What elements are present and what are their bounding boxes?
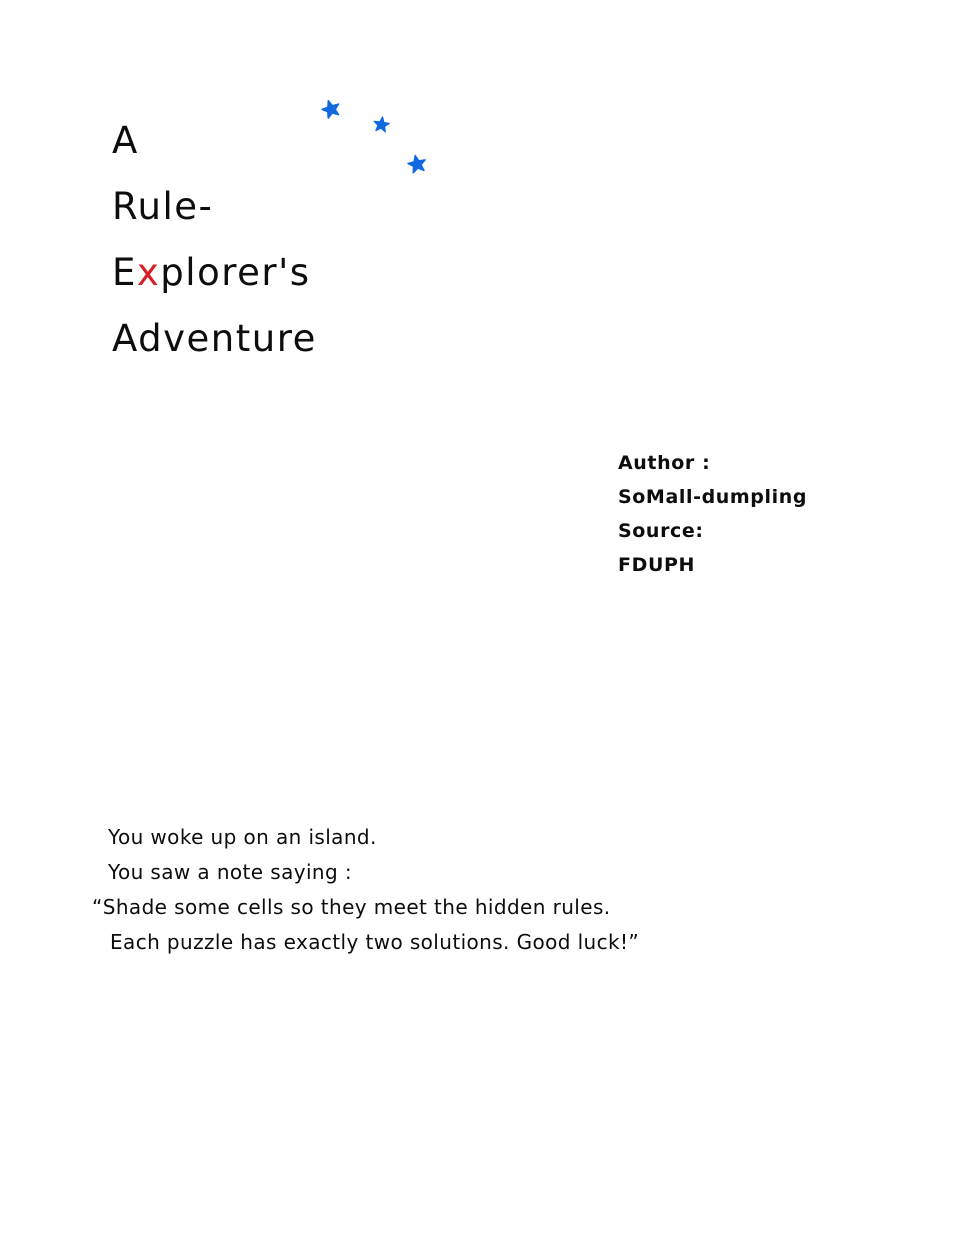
author-label: Author : bbox=[618, 452, 711, 474]
note-line-3: “Shade some cells so they meet the hidden rules. bbox=[92, 895, 611, 919]
title-line-3 bbox=[112, 240, 532, 306]
title-line-1-text: A bbox=[112, 119, 139, 162]
title-line-4-text: Adventure bbox=[112, 317, 317, 360]
star-icon bbox=[404, 151, 430, 177]
title-line-3-text-post: plorer's bbox=[160, 251, 311, 294]
note-line-2: You saw a note saying : bbox=[108, 860, 352, 884]
title-line-2-text: Rule- bbox=[112, 185, 214, 228]
title-line-4 bbox=[112, 306, 532, 372]
title-line-2 bbox=[112, 174, 532, 240]
source-label: Source: bbox=[618, 520, 704, 542]
note-line-1: You woke up on an island. bbox=[108, 825, 377, 849]
credits-block bbox=[618, 446, 918, 582]
title-line-3-text-pre: E bbox=[112, 251, 137, 294]
source-name: FDUPH bbox=[618, 554, 696, 576]
intro-note bbox=[92, 820, 852, 960]
star-icon bbox=[371, 114, 392, 135]
title-line-3-accent-letter: x bbox=[136, 251, 161, 294]
note-line-4: Each puzzle has exactly two solutions. Good luck!” bbox=[110, 930, 640, 954]
page-title bbox=[112, 108, 532, 372]
author-name: SoMall-dumpling bbox=[618, 486, 808, 508]
